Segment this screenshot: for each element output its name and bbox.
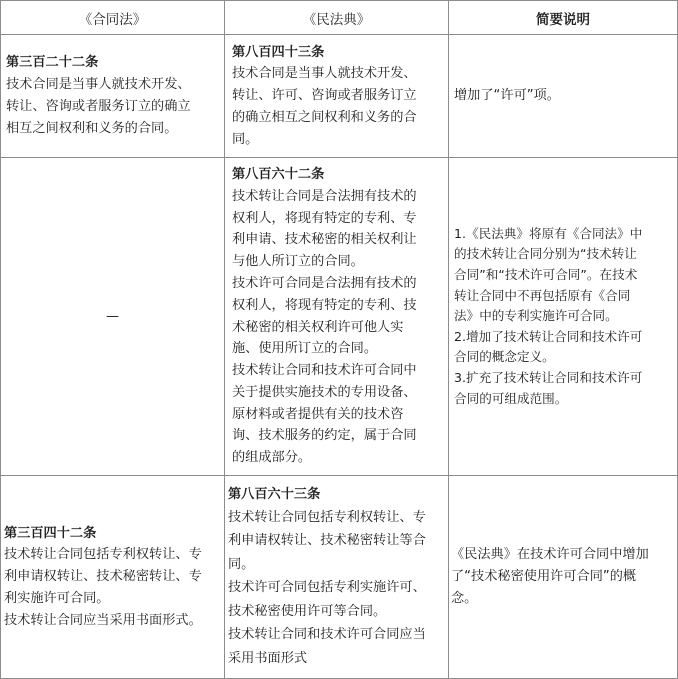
- article-title: 第八百四十三条: [232, 44, 325, 60]
- article-text: 施、使用所订立的合同。: [232, 341, 378, 357]
- note-text: 《民法典》在技术许可合同中增加: [451, 547, 649, 563]
- article-text: 利申请权转让、技术秘密转让等合: [228, 533, 426, 549]
- article-text: 技术转让合同应当采用书面形式。: [4, 612, 202, 628]
- article-text: 术秘密的相关权利许可他人实: [232, 319, 404, 335]
- article-text: 同。: [228, 556, 255, 572]
- article-text: 相互之间权利和义务的合同。: [6, 120, 178, 136]
- note-text: 的技术转让合同分别为“技术转让: [454, 246, 637, 262]
- civil-code-cell: [225, 35, 449, 158]
- note-text: 了“技术秘密使用许可合同”的概: [451, 569, 637, 585]
- table-row: [1, 476, 678, 679]
- article-text: 转让、许可、咨询或者服务订立: [232, 88, 417, 104]
- note-text: 合同的可组成范围。: [454, 390, 568, 406]
- article-title: 第三百四十二条: [4, 525, 97, 541]
- contract-law-cell-empty: [1, 158, 225, 476]
- article-text: 技术转让合同包括专利权转让、专: [228, 509, 426, 525]
- article-text: 技术许可合同是合法拥有技术的: [232, 275, 417, 291]
- contract-law-cell: [1, 476, 225, 679]
- article-text: 采用书面形式: [228, 650, 308, 666]
- header-brief-note: 简要说明: [449, 1, 678, 35]
- article-text: 权利人，将现有特定的专利、技: [232, 297, 417, 313]
- civil-code-cell: [225, 158, 449, 476]
- article-text: 原材料或者提供有关的技术咨: [232, 406, 404, 422]
- note-text: 合同的概念定义。: [454, 349, 555, 365]
- note-text: 增加了“许可”项。: [454, 88, 560, 104]
- article-text: 技术转让合同是合法拥有技术的: [232, 188, 417, 204]
- article-text: 的组成部分。: [232, 450, 312, 466]
- header-civil-code: 《民法典》: [225, 1, 449, 35]
- article-text: 与他人所订立的合同。: [232, 254, 364, 270]
- article-text: 询、技术服务的约定，属于合同: [232, 428, 417, 444]
- note-text: 转让合同中不再包括原有《合同: [454, 287, 631, 303]
- article-text: 利实施许可合同。: [4, 590, 110, 606]
- table-row: [1, 158, 678, 476]
- note-text: 2.增加了技术转让合同和技术许可: [454, 328, 643, 344]
- article-text: 技术合同是当事人就技术开发、: [6, 77, 191, 93]
- article-title: 第八百六十二条: [232, 166, 325, 182]
- note-cell: [449, 35, 678, 158]
- note-cell: [449, 158, 678, 476]
- note-text: 3.扩充了技术转让合同和技术许可: [454, 369, 643, 385]
- note-cell: [449, 476, 678, 679]
- article-text: 技术合同是当事人就技术开发、: [232, 66, 417, 82]
- note-text: 念。: [451, 590, 478, 606]
- header-contract-law: 《合同法》: [1, 1, 225, 35]
- article-text: 权利人，将现有特定的专利、专: [232, 210, 417, 226]
- note-text: 1.《民法典》将原有《合同法》中: [454, 225, 643, 241]
- article-title: 第八百六十三条: [228, 486, 321, 502]
- article-text: 的确立相互之间权利和义务的合: [232, 109, 417, 125]
- contract-law-cell: [1, 35, 225, 158]
- article-text: 技术转让合同包括专利权转让、专: [4, 547, 202, 563]
- article-title: 第三百二十二条: [6, 55, 99, 71]
- article-text: 转让、咨询或者服务订立的确立: [6, 99, 191, 114]
- article-text: 技术许可合同包括专利实施许可、: [228, 580, 426, 596]
- civil-code-cell: [225, 476, 449, 679]
- empty-dash: —: [106, 309, 119, 324]
- article-text: 技术转让合同和技术许可合同应当: [228, 627, 426, 643]
- article-text: 利申请、技术秘密的相关权利让: [232, 232, 417, 248]
- article-text: 技术转让合同和技术许可合同中: [232, 363, 417, 379]
- article-text: 技术秘密使用许可等合同。: [228, 603, 387, 619]
- note-text: 法》中的专利实施许可合同。: [454, 308, 618, 324]
- article-text: 同。: [232, 131, 259, 147]
- table-row: [1, 35, 678, 158]
- header-row: [1, 1, 678, 35]
- note-text: 合同”和“技术许可合同”。在技术: [454, 267, 638, 283]
- article-text: 利申请权转让、技术秘密转让、专: [4, 569, 202, 585]
- article-text: 关于提供实施技术的专用设备、: [232, 384, 417, 400]
